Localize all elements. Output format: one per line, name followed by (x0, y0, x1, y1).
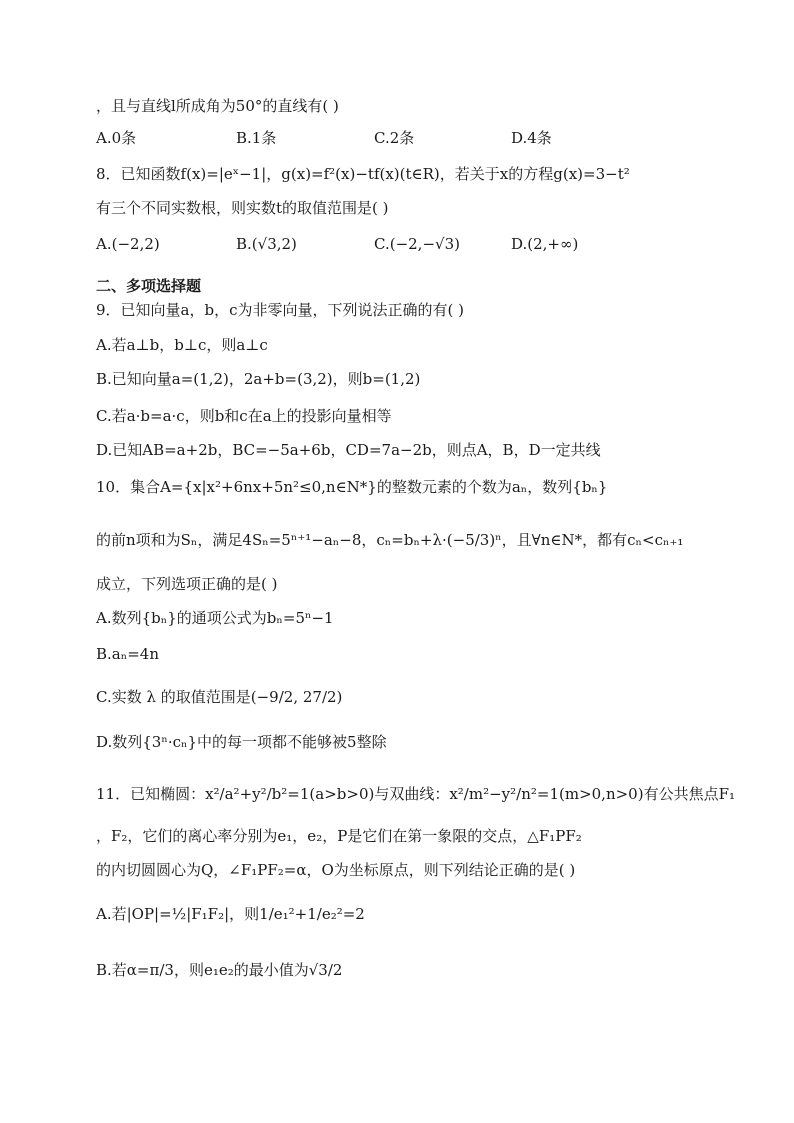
q9-option-a: A.若a⊥b，b⊥c，则a⊥c (96, 336, 268, 354)
q11-line-3: 的内切圆圆心为Q，∠F₁PF₂=α，O为坐标原点，则下列结论正确的是( ) (96, 861, 576, 879)
q11-option-b: B.若α=π/3，则e₁e₂的最小值为√3/2 (96, 961, 343, 979)
q11-line-2: ，F₂，它们的离心率分别为e₁，e₂，P是它们在第一象限的交点，△F₁PF₂ (96, 827, 582, 845)
q10-line-3: 成立，下列选项正确的是( ) (96, 575, 278, 593)
q7-continuation: ，且与直线l所成角为50°的直线有( ) (96, 97, 339, 115)
q10-line-1: 10．集合A={x|x²+6nx+5n²≤0,n∈N*}的整数元素的个数为aₙ，数列{bₙ} (96, 478, 608, 496)
q11-option-a: A.若|OP|=½|F₁F₂|，则1/e₁²+1/e₂²=2 (96, 905, 365, 923)
q9-option-c: C.若a·b=a·c，则b和c在a上的投影向量相等 (96, 407, 392, 425)
q10-option-d: D.数列{3ⁿ·cₙ}中的每一项都不能够被5整除 (96, 733, 387, 751)
q9-option-d: D.已知AB=a+2b，BC=−5a+6b，CD=7a−2b，则点A，B，D一定共线 (96, 441, 601, 459)
q7-option-b: B.1条 (236, 129, 277, 147)
q8-line-1: 8．已知函数f(x)=|eˣ−1|，g(x)=f²(x)−tf(x)(t∈R)，若关于x的方程g(x)=3−t² (96, 165, 630, 183)
q8-line-2: 有三个不同实数根，则实数t的取值范围是( ) (96, 199, 389, 217)
q9-option-b: B.已知向量a=(1,2)，2a+b=(3,2)，则b=(1,2) (96, 370, 421, 388)
q11-line-1: 11．已知椭圆：x²/a²+y²/b²=1(a>b>0)与双曲线：x²/m²−y²/n²=1(m>0,n>0)有公共焦点F₁ (96, 785, 735, 803)
q10-line-2: 的前n项和为Sₙ，满足4Sₙ=5ⁿ⁺¹−aₙ−8，cₙ=bₙ+λ·(−5/3)ⁿ，且∀n∈N*，都有cₙ<cₙ₊₁ (96, 531, 684, 549)
q10-option-b: B.aₙ=4n (96, 645, 159, 663)
q7-option-d: D.4条 (511, 129, 552, 147)
section-heading-multiple-choice: 二、多项选择题 (96, 277, 202, 295)
q8-option-a: A.(−2,2) (96, 235, 160, 253)
q8-option-b: B.(√3,2) (236, 235, 297, 253)
q7-option-c: C.2条 (374, 129, 415, 147)
q8-option-c: C.(−2,−√3) (374, 235, 460, 253)
q8-option-d: D.(2,+∞) (511, 235, 579, 253)
q7-option-a: A.0条 (96, 129, 137, 147)
q9-stem: 9．已知向量a，b，c为非零向量，下列说法正确的有( ) (96, 301, 464, 319)
q10-option-c: C.实数 λ 的取值范围是(−9/2, 27/2) (96, 688, 343, 706)
q10-option-a: A.数列{bₙ}的通项公式为bₙ=5ⁿ−1 (96, 609, 334, 627)
